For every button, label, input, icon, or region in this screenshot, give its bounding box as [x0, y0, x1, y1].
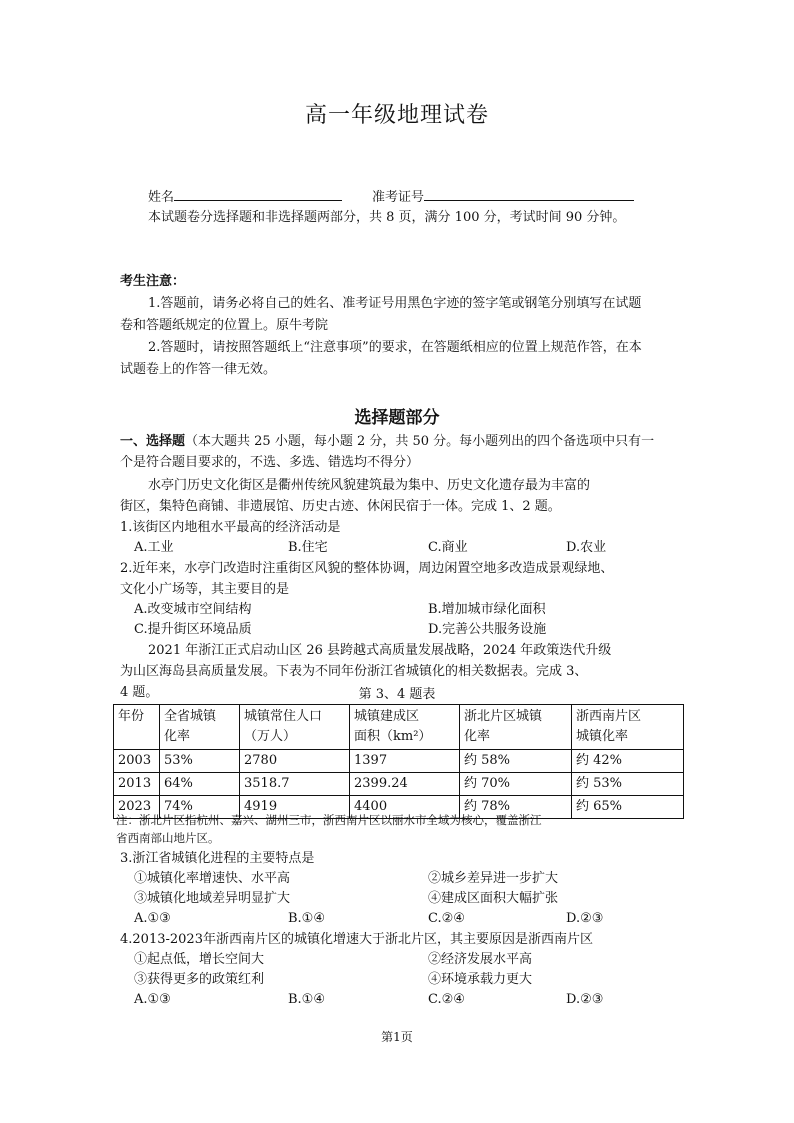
q2-stem-line1: 2.近年来，水亭门改造时注重街区风貌的整体协调，周边闲置空地多改造成景观绿地、: [120, 561, 614, 576]
q1-option-d[interactable]: D.农业: [566, 540, 607, 555]
q4-option-c[interactable]: C.②④: [428, 992, 465, 1007]
table-cell: 1397: [350, 750, 460, 773]
q3-stem: 3.浙江省城镇化进程的主要特点是: [120, 851, 315, 866]
q4-option-d[interactable]: D.②③: [566, 992, 604, 1007]
q3-option-c[interactable]: C.②④: [428, 911, 465, 926]
exam-no-line: [424, 186, 634, 201]
notice-item2-line2: 试题卷上的作答一律无效。: [120, 362, 277, 377]
table-note-line2: 省西南部山地片区。: [116, 831, 220, 845]
table-cell: 64%: [160, 773, 240, 796]
exam-intro: 本试题卷分选择题和非选择题两部分，共 8 页，满分 100 分，考试时间 90 分钟。: [148, 210, 626, 225]
table-caption: 第 3、4 题表: [358, 687, 436, 702]
table-cell: 2003: [114, 750, 160, 773]
table-cell: 3518.7: [240, 773, 350, 796]
q2-option-c[interactable]: C.提升街区环境品质: [134, 622, 252, 637]
page-title: 高一年级地理试卷: [304, 103, 489, 128]
q3-option-a[interactable]: A.①③: [134, 911, 171, 926]
q4-statement-2: ②经济发展水平高: [428, 952, 533, 967]
notice-heading: 考生注意：: [120, 274, 186, 289]
part1-heading: 一、选择题: [120, 434, 186, 449]
table-cell: 2399.24: [350, 773, 460, 796]
table-header-cell: 全省城镇 化率: [160, 705, 240, 750]
part1-desc-line1: （本大题共 25 小题，每小题 2 分，共 50 分。每小题列出的四个备选项中只有一: [185, 434, 655, 449]
notice-item1-line2: 卷和答题纸规定的位置上。原牛考院: [120, 318, 329, 333]
table-header-row: [114, 705, 684, 750]
page-number: 第1页: [381, 1030, 413, 1044]
q1-option-c[interactable]: C.商业: [428, 540, 468, 555]
table-cell: 2780: [240, 750, 350, 773]
q2-option-a[interactable]: A.改变城市空间结构: [134, 602, 252, 617]
q2-option-d[interactable]: D.完善公共服务设施: [428, 622, 547, 637]
part1-heading-line: [120, 431, 654, 453]
name-label: 姓名: [148, 190, 175, 205]
table-cell: 2013: [114, 773, 160, 796]
table-header-cell: 城镇常住人口 （万人）: [240, 705, 350, 750]
q3-statement-4: ④建成区面积大幅扩张: [428, 891, 559, 906]
q3-option-d[interactable]: D.②③: [566, 911, 604, 926]
q4-option-b[interactable]: B.①④: [288, 992, 325, 1007]
table-cell: 约 78%: [460, 796, 572, 819]
q3-statement-1: ①城镇化率增速快、水平高: [134, 871, 291, 886]
table-cell: 约 58%: [460, 750, 572, 773]
table-header-cell: 城镇建成区 面积（km²）: [350, 705, 460, 750]
table-row: [114, 750, 684, 773]
q3-statement-3: ③城镇化地域差异明显扩大: [134, 891, 291, 906]
table-cell: 4919: [240, 796, 350, 819]
table-note-line1: 注：浙北片区指杭州、嘉兴、湖州三市，浙西南片区以丽水市全域为核心，覆盖浙江: [116, 813, 542, 827]
passage2-line2: 为山区海岛县高质量发展。下表为不同年份浙江省城镇化的相关数据表。完成 3、: [120, 664, 588, 679]
q1-option-b[interactable]: B.住宅: [288, 540, 328, 555]
table-header-cell: 浙北片区城镇 化率: [460, 705, 572, 750]
q2-stem-line2: 文化小广场等，其主要目的是: [120, 582, 290, 597]
table-cell: 约 42%: [572, 750, 684, 773]
q2-option-b[interactable]: B.增加城市绿化面积: [428, 602, 546, 617]
q4-stem: 4.2013-2023年浙西南片区的城镇化增速大于浙北片区，其主要原因是浙西南片区: [120, 932, 593, 947]
urbanization-table: [113, 704, 684, 819]
table-cell: 53%: [160, 750, 240, 773]
q4-option-a[interactable]: A.①③: [134, 992, 171, 1007]
table-header-cell: 年份: [114, 705, 160, 750]
exam-no-field[interactable]: [372, 186, 634, 209]
q1-stem: 1.该街区内地租水平最高的经济活动是: [120, 520, 341, 535]
passage1-line2: 街区，集特色商铺、非遗展馆、历史古迹、休闲民宿于一体。完成 1、2 题。: [120, 499, 561, 514]
passage1-line1: 水亭门历史文化街区是衢州传统风貌建筑最为集中、历史文化遗存最为丰富的: [148, 478, 591, 493]
passage2-line1: 2021 年浙江正式启动山区 26 县跨越式高质量发展战略，2024 年政策迭代升级: [148, 643, 612, 658]
q1-option-a[interactable]: A.工业: [134, 540, 174, 555]
section-title: 选择题部分: [354, 408, 440, 428]
q4-statement-3: ③获得更多的政策红利: [134, 972, 265, 987]
table-cell: 4400: [350, 796, 460, 819]
table-cell: 约 65%: [572, 796, 684, 819]
passage2-line3: 4 题。: [120, 685, 159, 700]
name-line: [174, 186, 342, 201]
table-row: [114, 773, 684, 796]
table-cell: 2023: [114, 796, 160, 819]
table-header-cell: 浙西南片区 城镇化率: [572, 705, 684, 750]
exam-no-label: 准考证号: [372, 190, 425, 205]
table-cell: 约 53%: [572, 773, 684, 796]
name-field[interactable]: [148, 186, 342, 209]
q3-statement-2: ②城乡差异进一步扩大: [428, 871, 559, 886]
table-cell: 约 70%: [460, 773, 572, 796]
q3-option-b[interactable]: B.①④: [288, 911, 325, 926]
q4-statement-1: ①起点低，增长空间大: [134, 952, 265, 967]
notice-item2-line1: 2.答题时，请按照答题纸上“注意事项”的要求，在答题纸相应的位置上规范作答，在本: [148, 340, 642, 355]
q4-statement-4: ④环境承载力更大: [428, 972, 533, 987]
part1-desc-line2: 个是符合题目要求的，不选、多选、错选均不得分）: [120, 455, 420, 470]
table-cell: 74%: [160, 796, 240, 819]
notice-item1-line1: 1.答题前，请务必将自己的姓名、准考证号用黑色字迹的签字笔或钢笔分别填写在试题: [148, 296, 642, 311]
